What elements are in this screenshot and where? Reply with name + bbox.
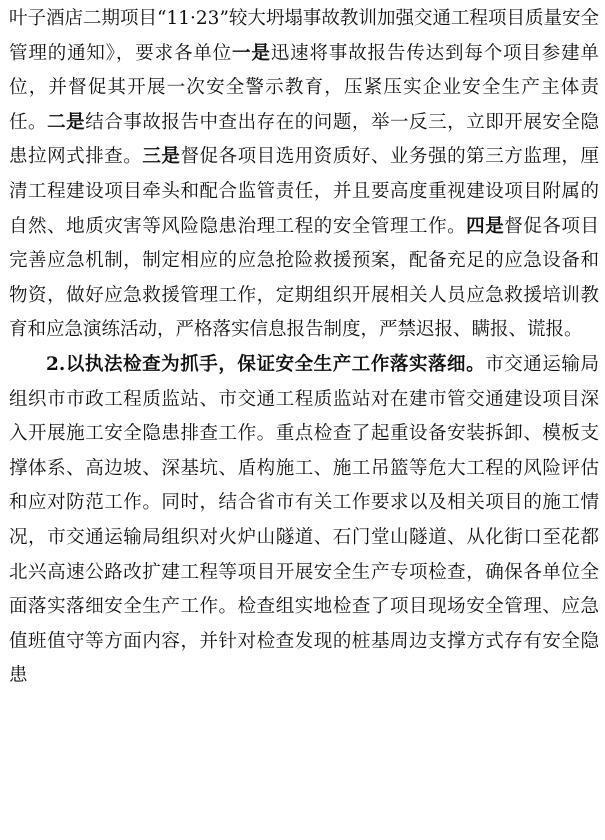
text-run: 市交通运输局组织市市政工程质监站、市交通工程质监站对在建市管交通建设项目深入开展施工安全隐患排查工作。重点检查了起重设备安装拆卸、模板支撑体系、高边坡、深基坑、盾构施工、施工吊篮等危大工程的风险评估和应对防范工作。同时，结合省市有关工作要求以及相关项目的施工情况，市交通运输局组织对火炉山隧道、石门堂山隧道、从化街口至花都北兴高速公路改扩建工程等项目开展安全生产专项检查，确保各单位全面落实落细安全生产工作。检查组实地检查了项目现场安全管理、应急值班值守等方面内容，并针对检查发现的桩基周边支撑方式存有安全隐患	[9, 353, 599, 687]
point-four-label: 四是	[466, 215, 505, 237]
point-one-label: 一是	[232, 42, 271, 64]
paragraph-notice-requirements	[9, 2, 599, 348]
point-two-label: 二是	[47, 111, 86, 133]
text-run: 叶子酒店二期项目“11·23”较大坍塌事故教训加强交通工程项目质量安全管理的通知》，要求各单位	[9, 8, 599, 64]
point-three-label: 三是	[142, 146, 181, 168]
text-run: 督促各项目选用资质好、业务强的第三方监理，厘清工程建设项目牵头和配合监管责任，并且要高度重视建设项目附属的自然、地质灾害等风险隐患治理工程的安全管理工作。	[9, 146, 599, 237]
section-heading: 2.以执法检查为抓手，保证安全生产工作落实落细。	[46, 353, 486, 375]
text-run: 督促各项目完善应急机制，制定相应的应急抢险救援预案，配备充足的应急设备和物资，做好应急救援管理工作，定期组织开展相关人员应急救援培训教育和应急演练活动，严格落实信息报告制度，严禁迟报、瞒报、谎报。	[9, 215, 599, 341]
text-run: 迅速将事故报告传达到每个项目参建单位，并督促其开展一次安全警示教育，压紧压实企业安全生产主体责任。	[9, 42, 599, 133]
text-run: 结合事故报告中查出存在的问题，举一反三，立即开展安全隐患拉网式排查。	[9, 111, 599, 168]
paragraph-enforcement-inspection	[9, 348, 599, 694]
